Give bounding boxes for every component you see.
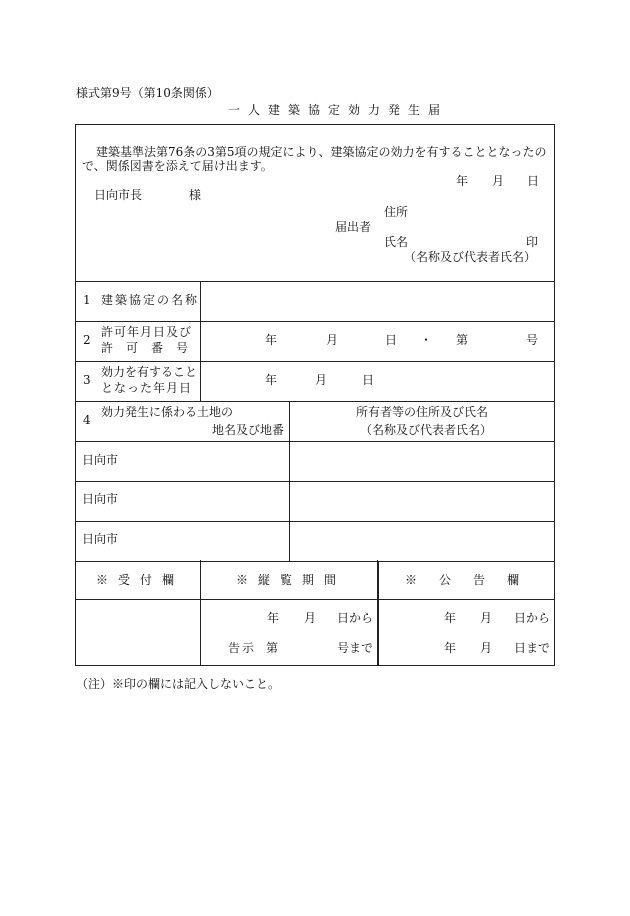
row-number: 1 (83, 293, 91, 307)
owner-field-2[interactable] (290, 482, 554, 521)
notifier-label: 届出者 (335, 220, 372, 234)
divider (76, 599, 554, 600)
addressee-honorific: 様 (189, 188, 202, 202)
divider (377, 560, 378, 666)
permit-label-line2: 許可番号 (101, 341, 202, 355)
row-number: 3 (83, 373, 91, 387)
inspection-dai: 第 (266, 641, 279, 655)
land-city-2: 日向市 (82, 492, 119, 506)
owner-label-line2: （名称及び代表者氏名） (360, 423, 493, 437)
inspection-year: 年 (267, 611, 280, 625)
inspection-made: 号まで (337, 641, 374, 655)
owner-label-line1: 所有者等の住所及び氏名 (356, 405, 489, 419)
address-label: 住所 (384, 205, 409, 219)
effective-label-line2: となった年月日 (101, 381, 193, 395)
inspection-kokuji: 告示 (228, 641, 257, 655)
land-label-line2: 地名及び地番 (212, 423, 285, 437)
agreement-name-label: 建築協定の名称 (101, 293, 200, 307)
date-day: 日 (527, 174, 540, 188)
permit-dai: 第 (456, 333, 469, 347)
inspection-header: ※縦覧期間 (236, 573, 347, 587)
name-label: 氏名 (384, 235, 409, 249)
form-title: 一人建築協定効力発生届 (228, 103, 449, 117)
intro-line-1: 建築基準法第76条の3第5項の規定により、建築協定の効力を有することとなったの (96, 145, 547, 159)
divider (76, 401, 554, 402)
notice-month: 月 (480, 611, 493, 625)
effective-year: 年 (265, 373, 278, 387)
form-number: 様式第9号（第10条関係） (76, 86, 219, 100)
notice-from: 日から (514, 611, 551, 625)
divider (378, 561, 379, 666)
owner-field-1[interactable] (290, 442, 554, 481)
owner-field-3[interactable] (290, 522, 554, 561)
land-label-line1: 効力発生に係わる土地の (101, 405, 234, 419)
notice-month-2: 月 (480, 641, 493, 655)
name-note: （名称及び代表者氏名） (404, 250, 537, 264)
row-number: 4 (83, 413, 91, 427)
notice-header: ※ 公 告 欄 (405, 573, 525, 587)
notice-year: 年 (444, 611, 457, 625)
intro-line-2: で、関係図書を添えて届け出ます。 (82, 159, 273, 173)
date-month: 月 (492, 174, 505, 188)
footnote-text: ※印の欄には記入しないこと。 (112, 677, 281, 691)
permit-month: 月 (326, 333, 339, 347)
permit-label-line1: 許可年月日及び (101, 325, 193, 339)
effective-day: 日 (362, 373, 375, 387)
effective-month: 月 (315, 373, 328, 387)
agreement-name-field[interactable] (201, 282, 554, 321)
seal-mark: 印 (526, 235, 539, 249)
land-city-3: 日向市 (82, 532, 119, 546)
divider (200, 560, 201, 666)
divider (76, 361, 554, 362)
notice-made: 日まで (514, 641, 551, 655)
date-year: 年 (456, 174, 469, 188)
permit-day: 日 (385, 333, 398, 347)
addressee-name: 日向市長 (94, 188, 143, 202)
permit-go: 号 (526, 333, 539, 347)
inspection-month: 月 (304, 611, 317, 625)
land-city-1: 日向市 (82, 453, 119, 467)
inspection-from: 日から (337, 611, 374, 625)
divider (76, 561, 554, 562)
footnote-label: （注） (76, 677, 113, 691)
divider (76, 321, 554, 322)
effective-label-line1: 効力を有すること (101, 365, 198, 379)
permit-dot: ・ (420, 333, 433, 347)
permit-year: 年 (265, 333, 278, 347)
row-number: 2 (83, 333, 91, 347)
reception-header: ※受付欄 (96, 573, 185, 587)
notice-year-2: 年 (444, 641, 457, 655)
